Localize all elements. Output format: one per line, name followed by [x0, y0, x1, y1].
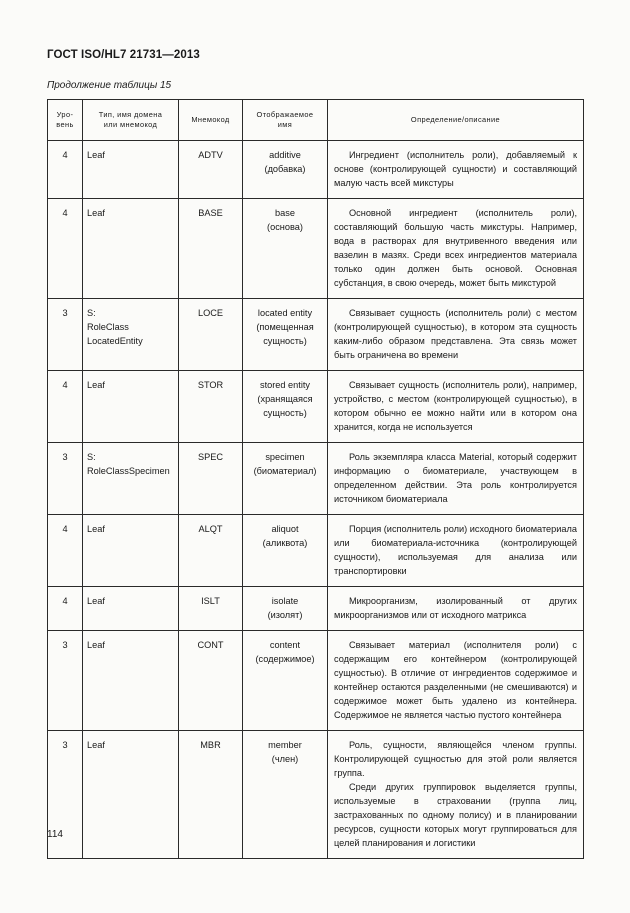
cell-type: Leaf [83, 587, 179, 631]
cell-type: Leaf [83, 631, 179, 731]
cell-definition [328, 443, 584, 515]
cell-display-name: stored entity (хранящаяся сущность) [243, 371, 328, 443]
definition-paragraph: Микроорганизм, изолированный от других микроорганизмов или от исходного матрикса [334, 596, 577, 620]
cell-level: 4 [48, 199, 83, 299]
cell-display-name: aliquot (аликвота) [243, 515, 328, 587]
cell-mnemonic: ALQT [179, 515, 243, 587]
definitions-table [47, 99, 584, 859]
definition-paragraph: Основной ингредиент (исполнитель роли), составляющий большую часть микстуры. Например, вода в растворах для внутривенного введения или вазелин в мазях. Среди всех ингредиентов материала только один должен быть основой. Основная субстанция, в свою очередь, может быть микстурой [334, 208, 577, 288]
cell-mnemonic: MBR [179, 731, 243, 859]
cell-mnemonic: ISLT [179, 587, 243, 631]
cell-display-name: content (содержимое) [243, 631, 328, 731]
cell-display-name: member (член) [243, 731, 328, 859]
cell-level: 4 [48, 371, 83, 443]
cell-mnemonic: STOR [179, 371, 243, 443]
table-row [48, 299, 584, 371]
col-header-definition: Определение/описание [328, 100, 584, 141]
cell-definition [328, 199, 584, 299]
cell-level: 3 [48, 631, 83, 731]
col-header-level: Уро- вень [48, 100, 83, 141]
cell-display-name: additive (добавка) [243, 141, 328, 199]
cell-type: Leaf [83, 199, 179, 299]
table-row [48, 371, 584, 443]
definition-paragraph: Связывает материал (исполнителя роли) с содержащим его контейнером (контролирующей сущностью). В отличие от ингредиентов содержимое и контейнер остаются разделенными (не смешиваются) и содержимое может быть удалено из контейнера. Содержимое не является частью пустого контейнера [334, 640, 577, 720]
definition-paragraph: Порция (исполнитель роли) исходного биоматериала или биоматериала-источника (контролирующей сущности), используемая для анализа или транспортировки [334, 524, 577, 576]
cell-definition [328, 515, 584, 587]
cell-level: 3 [48, 443, 83, 515]
table-row [48, 587, 584, 631]
col-header-type: Тип, имя домена или мнемокод [83, 100, 179, 141]
table-header-row [48, 100, 584, 141]
table-row [48, 515, 584, 587]
cell-mnemonic: BASE [179, 199, 243, 299]
page-number: 114 [47, 829, 63, 840]
definition-paragraph: Связывает сущность (исполнитель роли), например, устройство, с местом (контролирующей сущностью), в котором обычно ее можно найти или в котором она хранится, когда не используется [334, 380, 577, 432]
cell-mnemonic: ADTV [179, 141, 243, 199]
cell-type: S: RoleClass LocatedEntity [83, 299, 179, 371]
cell-type: Leaf [83, 141, 179, 199]
cell-definition [328, 371, 584, 443]
document-title: ГОСТ ISO/HL7 21731—2013 [47, 49, 200, 61]
definition-paragraph: Ингредиент (исполнитель роли), добавляемый к основе (контролирующей сущности) и составляющий малую часть всей микстуры [334, 150, 577, 188]
table-row [48, 631, 584, 731]
cell-mnemonic: SPEC [179, 443, 243, 515]
cell-level: 3 [48, 299, 83, 371]
cell-level: 3 [48, 731, 83, 859]
cell-type: S: RoleClassSpecimen [83, 443, 179, 515]
cell-mnemonic: CONT [179, 631, 243, 731]
table-row [48, 443, 584, 515]
cell-mnemonic: LOCE [179, 299, 243, 371]
cell-definition [328, 731, 584, 859]
table-caption: Продолжение таблицы 15 [47, 80, 172, 91]
cell-definition [328, 631, 584, 731]
cell-level: 4 [48, 515, 83, 587]
cell-display-name: specimen (биоматериал) [243, 443, 328, 515]
cell-level: 4 [48, 141, 83, 199]
definition-paragraph: Связывает сущность (исполнитель роли) с местом (контролирующей сущностью), в котором эта сущность каким-либо образом представлена. Эта связь может быть ограничена во времени [334, 308, 577, 360]
cell-type: Leaf [83, 731, 179, 859]
cell-display-name: located entity (помещенная сущность) [243, 299, 328, 371]
definition-paragraph: Роль, сущности, являющейся членом группы. Контролирующей сущностью для этой роли является группа. [334, 740, 577, 778]
table-row [48, 199, 584, 299]
cell-definition [328, 141, 584, 199]
cell-type: Leaf [83, 515, 179, 587]
cell-display-name: isolate (изолят) [243, 587, 328, 631]
definition-paragraph: Среди других группировок выделяется группы, используемые в страховании (группа лиц, застрахованных по одному полису) и в планировании ресурсов, сущности которых могут группироваться для целей планирования и логистики [334, 782, 577, 848]
cell-definition [328, 299, 584, 371]
cell-level: 4 [48, 587, 83, 631]
col-header-code: Мнемокод [179, 100, 243, 141]
table-row [48, 731, 584, 859]
cell-type: Leaf [83, 371, 179, 443]
col-header-display: Отображаемое имя [243, 100, 328, 141]
definition-paragraph: Роль экземпляра класса Material, который содержит информацию о биоматериале, участвующем в определенном действии. Эта роль контролируется источником биоматериала [334, 452, 577, 504]
cell-definition [328, 587, 584, 631]
table-row [48, 141, 584, 199]
cell-display-name: base (основа) [243, 199, 328, 299]
